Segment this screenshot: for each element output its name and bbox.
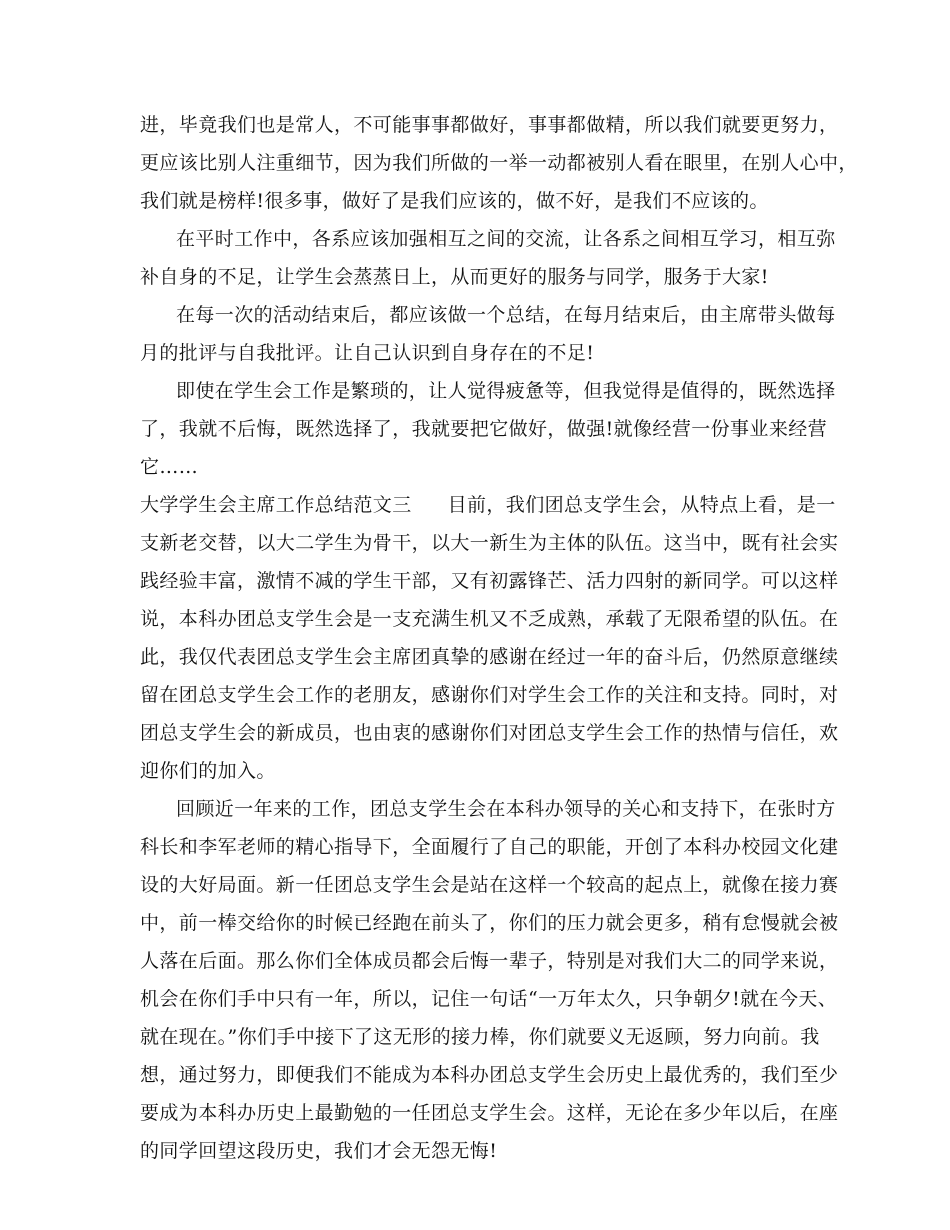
paragraph-line: 留在团总支学生会工作的老朋友，感谢你们对学生会工作的关注和支持。同时，对 bbox=[140, 684, 839, 706]
paragraph-line: 要成为本科办历史上最勤勉的一任团总支学生会。这样，无论在多少年以后，在座 bbox=[140, 1102, 839, 1124]
paragraph-text: 目前，我们团总支学生会，从特点上看，是一 bbox=[447, 494, 836, 516]
paragraph-line: 回顾近一年来的工作，团总支学生会在本科办领导的关心和支持下，在张时方 bbox=[176, 798, 836, 820]
paragraph-line: 它…… bbox=[140, 456, 199, 478]
paragraph-line: 了，我就不后悔，既然选择了，我就要把它做好，做强!就像经营一份事业来经营 bbox=[140, 418, 828, 440]
paragraph-line: 在平时工作中，各系应该加强相互之间的交流，让各系之间相互学习，相互弥 bbox=[176, 228, 836, 250]
paragraph-line: 迎你们的加入。 bbox=[140, 760, 276, 782]
paragraph-line: 更应该比别人注重细节，因为我们所做的一举一动都被别人看在眼里，在别人心中， bbox=[140, 152, 858, 174]
paragraph-line: 即使在学生会工作是繁琐的，让人觉得疲惫等，但我觉得是值得的，既然选择 bbox=[176, 380, 836, 402]
section-title: 大学学生会主席工作总结范文三 bbox=[140, 494, 412, 516]
paragraph-line: 中，前一棒交给你的时候已经跑在前头了，你们的压力就会更多，稍有怠慢就会被 bbox=[140, 912, 839, 934]
paragraph-line: 践经验丰富，激情不减的学生干部，又有初露锋芒、活力四射的新同学。可以这样 bbox=[140, 570, 839, 592]
paragraph-line: 支新老交替，以大二学生为骨干，以大一新生为主体的队伍。这当中，既有社会实 bbox=[140, 532, 839, 554]
paragraph-line: 团总支学生会的新成员，也由衷的感谢你们对团总支学生会工作的热情与信任，欢 bbox=[140, 722, 839, 744]
paragraph-line: 想，通过努力，即便我们不能成为本科办团总支学生会历史上最优秀的，我们至少 bbox=[140, 1064, 839, 1086]
paragraph-line: 科长和李军老师的精心指导下，全面履行了自己的职能，开创了本科办校园文化建 bbox=[140, 836, 839, 858]
paragraph-line: 补自身的不足，让学生会蒸蒸日上，从而更好的服务与同学，服务于大家! bbox=[140, 266, 769, 288]
paragraph-line: 设的大好局面。新一任团总支学生会是站在这样一个较高的起点上，就像在接力赛 bbox=[140, 874, 839, 896]
paragraph-line: 说，本科办团总支学生会是一支充满生机又不乏成熟，承载了无限希望的队伍。在 bbox=[140, 608, 839, 630]
paragraph-line: 机会在你们手中只有一年，所以，记住一句话“一万年太久，只争朝夕!就在今天、 bbox=[140, 988, 838, 1010]
section-title-line bbox=[140, 490, 836, 520]
paragraph-line: 在每一次的活动结束后，都应该做一个总结，在每月结束后，由主席带头做每 bbox=[176, 304, 836, 326]
paragraph-line: 此，我仅代表团总支学生会主席团真挚的感谢在经过一年的奋斗后，仍然原意继续 bbox=[140, 646, 839, 668]
paragraph-line: 人落在后面。那么你们全体成员都会后悔一辈子，特别是对我们大二的同学来说， bbox=[140, 950, 839, 972]
paragraph-line: 月的批评与自我批评。让自己认识到自身存在的不足! bbox=[140, 342, 595, 364]
paragraph-line: 的同学回望这段历史，我们才会无怨无悔! bbox=[140, 1140, 498, 1162]
paragraph-line: 进，毕竟我们也是常人，不可能事事都做好，事事都做精，所以我们就要更努力， bbox=[140, 114, 839, 136]
paragraph-line: 我们就是榜样!很多事，做好了是我们应该的，做不好，是我们不应该的。 bbox=[140, 190, 769, 212]
paragraph-line: 就在现在。”你们手中接下了这无形的接力棒，你们就要义无返顾，努力向前。我 bbox=[140, 1026, 820, 1048]
